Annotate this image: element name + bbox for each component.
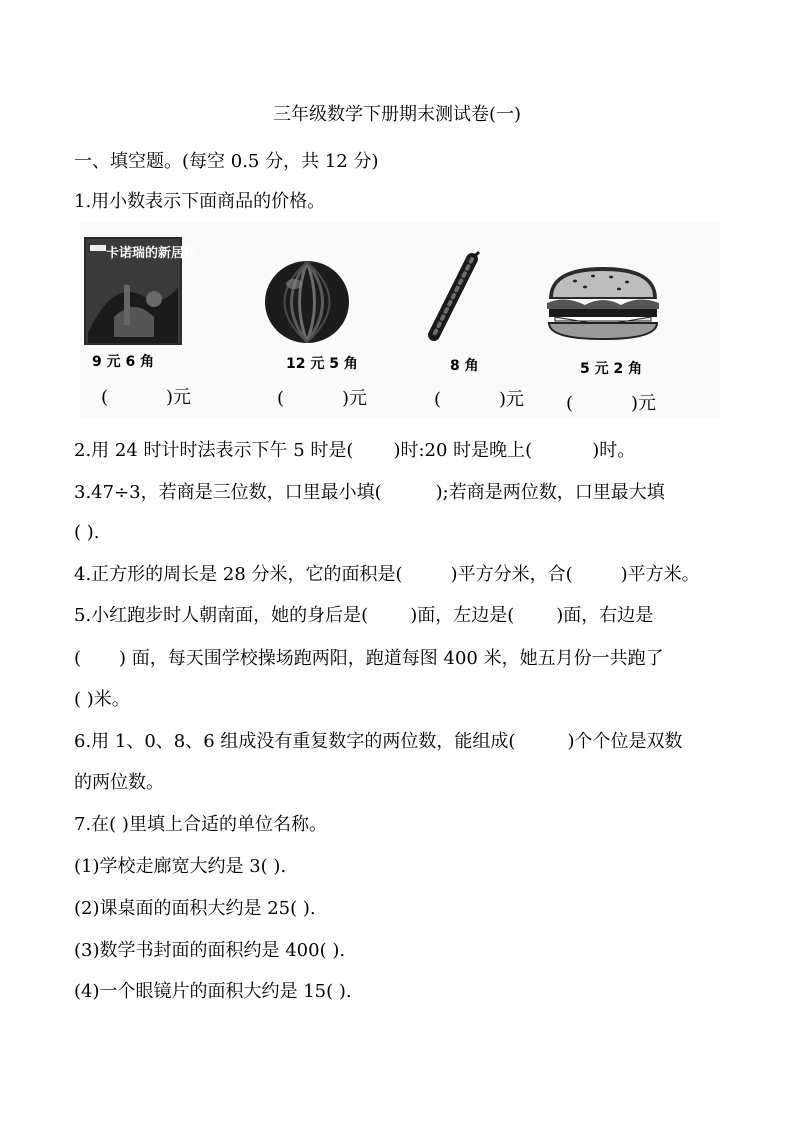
question-7-text: 7.在( )里填上合适的单位名称。 (74, 814, 327, 835)
answer-open-paren: ( (101, 387, 109, 408)
answer-blank-book[interactable] (101, 387, 191, 409)
question-7-item-1: (1)学校走廊宽大约是 3( ). (74, 856, 287, 877)
question-4-part-3: )平方米。 (620, 564, 700, 585)
sausage-icon (424, 255, 484, 349)
question-2-part-3: )时。 (592, 440, 636, 461)
question-4 (74, 563, 724, 587)
question-2 (74, 439, 724, 463)
watermelon-icon (264, 260, 350, 348)
book-cover-image (84, 237, 198, 349)
hamburger-icon (545, 265, 661, 345)
question-4-part-2: )平方分米，合( (450, 564, 573, 585)
question-5-part-2: )面，左边是( (410, 605, 515, 626)
price-label-watermelon: 12 元 5 角 (286, 356, 358, 372)
question-5-line-2-open: ( (74, 648, 82, 669)
question-7-item-4: (4)一个眼镜片的面积大约是 15( ). (74, 981, 352, 1002)
question-5-part-1: 5.小红跑步时人朝南面，她的身后是( (74, 605, 369, 626)
question-6-part-1: 6.用 1、0、8、6 组成没有重复数字的两位数，能组成( (74, 731, 516, 752)
section-heading: 一、填空题。(每空 0.5 分，共 12 分) (74, 151, 379, 172)
question-6-line-2: 的两位数。 (74, 772, 164, 793)
price-label-sausage: 8 角 (450, 358, 479, 374)
question-7-item-3: (3)数学书封面的面积约是 400( ). (74, 940, 346, 961)
answer-blank-hamburger[interactable] (566, 393, 656, 415)
question-1-text: 1.用小数表示下面商品的价格。 (74, 191, 326, 212)
question-6-part-2: )个个位是双数 (567, 731, 683, 752)
question-5-line-2-text: ) 面，每天围学校操场跑两阳，跑道每图 400 米，她五月份一共跑了 (119, 648, 664, 669)
question-5-part-3: )面，右边是 (556, 605, 654, 626)
question-3-part-2: );若商是两位数，口里最大填 (435, 482, 665, 503)
answer-unit: )元 (631, 393, 657, 414)
price-label-book: 9 元 6 角 (92, 354, 155, 370)
question-3-part-1: 3.47÷3，若商是三位数，口里最小填( (74, 482, 382, 503)
answer-unit: )元 (499, 389, 525, 410)
answer-blank-sausage[interactable] (434, 389, 524, 411)
answer-blank-watermelon[interactable] (277, 388, 367, 410)
question-5-line-2 (74, 647, 724, 671)
question-2-part-2: )时:20 时是晚上( (393, 440, 533, 461)
question-3-line-2: ( ). (74, 522, 100, 543)
question-2-part-1: 2.用 24 时计时法表示下午 5 时是( (74, 440, 354, 461)
question-7-item-2: (2)课桌面的面积大约是 25( ). (74, 898, 316, 919)
book-cover-title: 卡诺瑞的新居民 (106, 246, 198, 261)
answer-open-paren: ( (566, 393, 574, 414)
page-title: 三年级数学下册期末测试卷(一) (272, 104, 522, 125)
price-label-hamburger: 5 元 2 角 (580, 361, 643, 377)
question-5-line-1 (74, 604, 724, 628)
answer-open-paren: ( (434, 389, 442, 410)
question-5-line-3: ( )米。 (74, 689, 130, 710)
answer-open-paren: ( (277, 388, 285, 409)
question-3-line-1 (74, 481, 724, 505)
question-6-line-1 (74, 730, 724, 754)
answer-unit: )元 (342, 388, 368, 409)
answer-unit: )元 (166, 387, 192, 408)
question-4-part-1: 4.正方形的周长是 28 分米，它的面积是( (74, 564, 403, 585)
